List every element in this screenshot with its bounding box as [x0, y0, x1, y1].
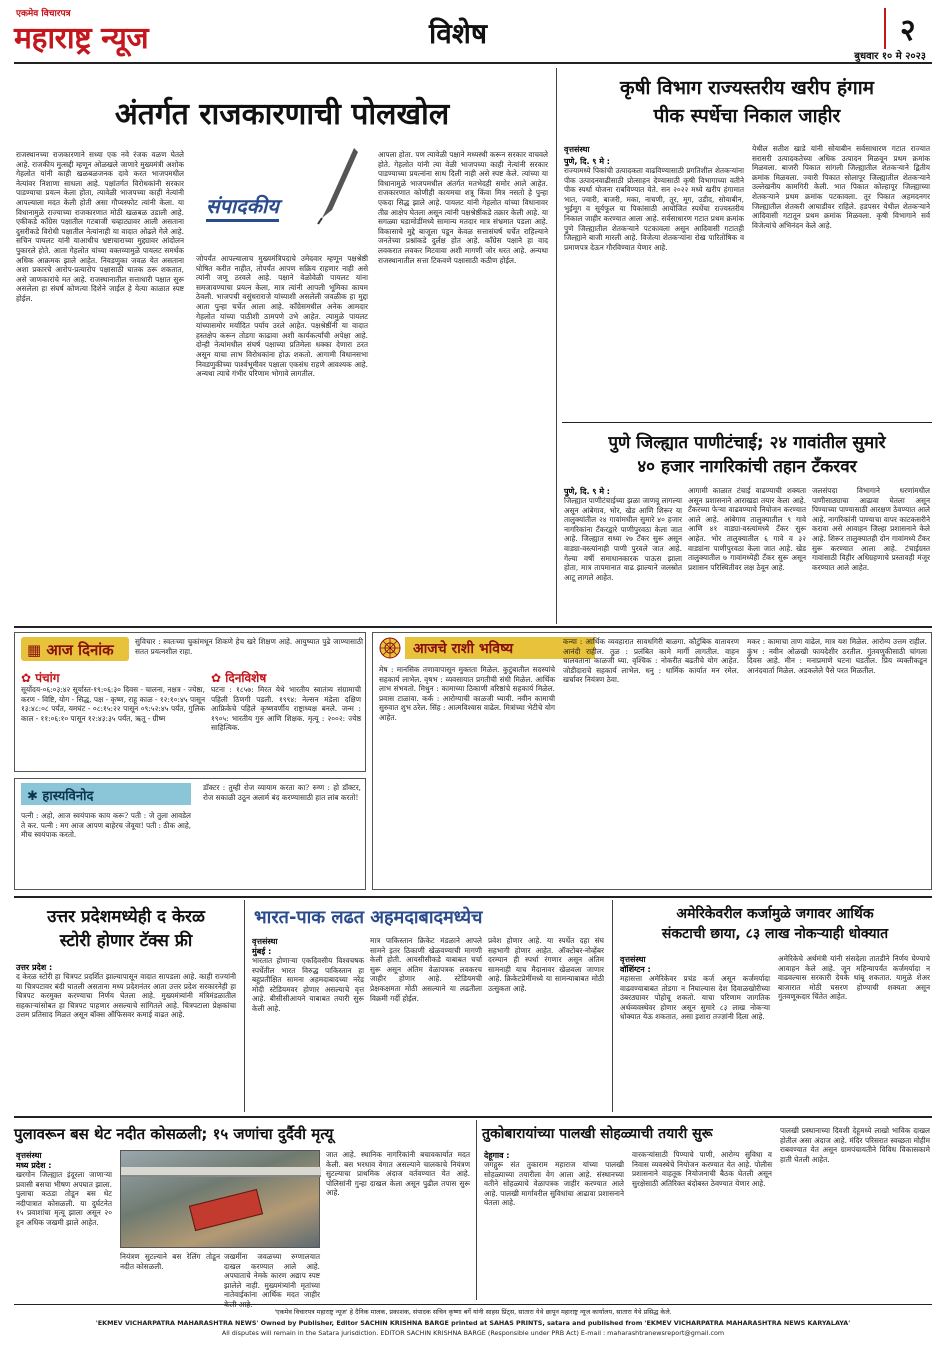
- krushi-column-2: येथील सतीश खाडे यांनी सोयाबीन सर्वसाधारण गटात राज्यात सरासरी उत्पादकतेच्या अधिक उत्पादन मिळवून प्रथम क्रमांक मिळवला. बाजरी पिकात सांगली जिल्ह्यातील शेतकऱ्याने द्वितीय क्रमांक मिळवला. ज्वारी पिकात सोलापूर जिल्ह्यातील शेतकऱ्याने उल्लेखनीय कामगिरी केली. भात पिकात कोल्हापूर जिल्ह्याच्या शेतकऱ्याने प्रथम क्रमांक पटकावला. तूर पिकात अहमदनगर जिल्ह्यातील शेतकरी आघाडीवर राहिले. हडपसर येथील शेतकऱ्याने आदिवासी गटातून प्रथम क्रमांक मिळवला. कृषी विभागाने सर्व विजेत्यांचे अभिनंदन केले आहे.: [752, 144, 930, 230]
- pune-water-column-1: जिल्ह्यात पाणीटंचाईच्या झळा जाणवू लागल्या असून आंबेगाव, भोर, खेड आणि शिरूर या तालुक्यांतील २४ गावांमधील सुमारे ४० हजार नागरिकांना टँकरद्वारे पाणीपुरवठा केला जात आहे. जिल्ह्यात सध्या २७ टँकर सुरू असून वाड्या-वस्त्यांनाही पाणी पुरवले जात आहे. गेल्या वर्षी समाधानकारक पाऊस झाला होता, मात्र तापमानात वाढ झाल्याने जलस्रोत आटू लागले आहेत.: [564, 496, 682, 582]
- kerala-headline-2[interactable]: स्टोरी होणार टॅक्स फ्री: [59, 931, 193, 951]
- panchang-label: [21, 669, 60, 686]
- pune-water-news: [562, 426, 932, 622]
- america-dateline: वॉशिंग्टन :: [620, 965, 651, 974]
- star-icon: ✱: [27, 789, 43, 804]
- masthead-tagline: एकमेव विचारपत्र: [16, 9, 71, 19]
- imprint-line-3: All disputes will remain in the Satara jurisdiction. EDITOR SACHIN KRISHNA BARGE (Responsible under PRB Act) E-mail : maharashtranewsreport@gmail.com: [221, 1329, 725, 1337]
- palkhi-column-3: पालखी प्रस्थानाच्या दिवशी देहूमध्ये लाखो भाविक दाखल होतील असा अंदाज आहे. मंदिर परिसरात स्वच्छता मोहीम राबवण्यात येत असून ग्रामपंचायतीने विविध विकासकामे हाती घेतली आहेत.: [780, 1126, 930, 1164]
- suvichar: सुविचार : स्वतःच्या चुकांमधून शिकणे हेच खरे शिक्षण आहे. आयुष्यात पुढे जाण्यासाठी सतत प्रयत्नशील राहा.: [135, 637, 363, 656]
- palkhi-headline[interactable]: तुकोबारायांच्या पालखी सोहळ्याची तयारी सुरू: [482, 1126, 713, 1142]
- imprint-footer: [14, 1308, 932, 1352]
- bus-column-3: जात आहे. स्थानिक नागरिकांनी बचावकार्यात मदत केली. बस भरधाव वेगात असल्याने चालकाचे नियंत्रण सुटल्याचा प्राथमिक अंदाज वर्तवण्यात येत आहे. पोलिसांनी गुन्हा दाखल केला असून पुढील तपास सुरू आहे.: [326, 1150, 470, 1198]
- rashi-box: [372, 632, 932, 890]
- editorial-column-2: जोपर्यंत आपल्यालाच मुख्यमंत्रिपदाचे उमेदवार म्हणून पक्षश्रेष्ठी घोषित करीत नाहीत, तोपर्यंत आपण सक्रिय राहणार नाही असे त्यांनी जणू ठरवले आहे. पक्षाने वेळोवेळी पायलट यांना समजावण्याचा प्रयत्न केला, मात्र त्यांनी आपली भूमिका कायम ठेवली. भाजपची वसुंधराराजे यांच्याशी असलेली जवळीक हा मुद्दा आता पुन्हा चर्चेत आला आहे. काँग्रेसमधील अनेक आमदार गेहलोत यांच्या पाठीशी ठामपणे उभे आहेत. त्यामुळे पायलट यांच्यासमोर मर्यादित पर्याय उरले आहेत. पक्षश्रेष्ठींनी या वादात हस्तक्षेप करून तोडगा काढावा अशी कार्यकर्त्यांची अपेक्षा आहे. दोन्ही नेत्यांमधील संघर्ष पक्षाच्या प्रतिमेला धक्का देणारा ठरत असून याचा लाभ विरोधकांना होऊ शकतो. आगामी विधानसभा निवडणुकीच्या पार्श्वभूमीवर पक्षाला एकसंध राहणे आवश्यक आहे. अन्यथा त्याचे गंभीर परिणाम भोगावे लागतील.: [196, 254, 368, 379]
- aaj-dinank-title-text: आज दिनांक: [46, 641, 114, 659]
- bus-column-1: खरगोन जिल्ह्यात इंदूरला जाणाऱ्या प्रवासी बसचा भीषण अपघात झाला. पुलाचा कठडा तोडून बस थेट नदीपात्रात कोसळली. या दुर्घटनेत १५ प्रवाशांचा मृत्यू झाला असून २० हून अधिक जखमी झाले आहेत.: [16, 1170, 112, 1227]
- section-title: विशेष: [429, 17, 488, 50]
- panchang-text: सूर्योदय-०६:०३:४२ सूर्यास्त-१९:०६:३० दिवस - चालना, नक्षत्र - ज्येष्ठा, करण - विष्टि, योग - सिद्ध, पक्ष - कृष्ण, राहू काळ - १२:१०:४५ पासून १३:४८:०८ पर्यंत, यमघंट - ०८:१५:२२ पासून ०९:५२:४५ पर्यंत, गुलिक काल - ११:०६:१० पासून १२:४३:३५ पर्यंत, ऋतू - ग्रीष्म: [21, 685, 205, 723]
- palkhi-column-1: जगद्गुरू संत तुकाराम महाराज यांच्या पालखी सोहळ्याच्या तयारीला वेग आला आहे. संस्थानच्या वतीने सोहळ्याचे वेळापत्रक जाहीर करण्यात आले आहे. पालखी मार्गावरील सुविधांचा आढावा प्रशासनाने घेतला आहे.: [484, 1160, 624, 1208]
- pune-water-column-3: जलसंपदा विभागाने धरणांमधील पाणीसाठ्याचा आढावा घेतला असून पिण्याच्या पाण्यासाठी आरक्षण ठेवण्यात आले आहे. नागरिकांनी पाण्याचा वापर काटकसरीने करावा असे आवाहन जिल्हा प्रशासनाने केले आहे. शिरूर तालुक्यातही दोन गावांमध्ये टँकर सुरू करण्यात आला आहे. टंचाईग्रस्त गावांसाठी विहीर अधिग्रहणाचे प्रस्तावही मंजूर करण्यात आले आहेत.: [812, 486, 930, 572]
- dinvishesh-text: घटना : १८५७: मिरत येथे भारतीय स्वातंत्र्य संग्रामाची पहिली ठिणगी पडली. १९९४: नेल्सन मंडेला दक्षिण आफ्रिकेचे पहिले कृष्णवर्णीय राष्ट्राध्यक्ष बनले. जन्म : १९०५: भारतीय गुरु आणि शिक्षक. मृत्यू : २००२: ज्येष्ठ साहित्यिक.: [211, 685, 361, 733]
- hasya-title-text: हास्यविनोद: [42, 789, 94, 804]
- editorial-column-1: राजस्थानच्या राजकारणाने सध्या एक नवे रंजक वळण घेतले आहे. राजकीय मुत्सद्दी म्हणून ओळखले जाणारे मुख्यमंत्री अशोक गेहलोत यांनी काही खळबळजनक दावे करत भाजपमधील नेत्यांवर निशाणा साधला आहे. पक्षांतर्गत विरोधकांनी सरकार पाडण्याचा प्रयत्न केला होता, त्यावेळी भाजपच्या काही नेत्यांनी आपल्याला मदत केली होती असा गौप्यस्फोट त्यांनी केला. या विधानामुळे राज्याच्या राजकारणात मोठी खळबळ उडाली आहे. एकीकडे काँग्रेस पक्षातील गटबाजी चव्हाट्यावर आली असताना दुसरीकडे विरोधी पक्षातील नेत्यांनाही या वादात ओढले गेले आहे. सचिन पायलट यांनी याआधीच भ्रष्टाचाराच्या मुद्द्यावर आंदोलन पुकारले होते. आता गेहलोत यांच्या वक्तव्यामुळे पायलट समर्थक अधिक आक्रमक झाले आहेत. निवडणुका जवळ येत असताना अशा प्रकारचे आरोप-प्रत्यारोप पक्षासाठी घातक ठरू शकतात, असे जाणकारांचे मत आहे. राजस्थानातील सत्ताधारी पक्षात सुरू असलेला हा संघर्ष कोणत्या दिशेने जाईल हे येत्या काळात स्पष्ट होईल.: [16, 150, 184, 303]
- palkhi-column-2: वारकऱ्यांसाठी पिण्याचे पाणी, आरोग्य सुविधा व निवास व्यवस्थेचे नियोजन करण्यात येत आहे. पोलीस प्रशासनाने वाहतूक नियोजनाची बैठक घेतली असून सुरक्षेसाठी अतिरिक्त बंदोबस्त ठेवण्यात येणार आहे.: [632, 1150, 772, 1188]
- krushi-news: [562, 68, 932, 418]
- rashi-column-3: मकर : कामाचा ताण वाढेल, मात्र यश मिळेल. आरोग्य उत्तम राहील. कुंभ : नवीन ओळखी फायदेशीर ठरतील. गुंतवणुकीसाठी चांगला दिवस आहे. मीन : मनाप्रमाणे घटना घडतील. प्रिय व्यक्तीकडून आनंदवार्ता मिळेल. अडकलेले पैसे परत मिळतील.: [747, 637, 927, 675]
- bus-accident-photo: [120, 1150, 320, 1248]
- krushi-dateline: पुणे, दि. ९ मे :: [564, 157, 611, 166]
- editorial-badge: [196, 146, 368, 250]
- pune-water-dateline: पुणे, दि. ९ मे :: [564, 487, 611, 496]
- cricket-source: वृत्तसंस्था: [252, 937, 278, 946]
- cricket-dateline: मुंबई :: [252, 947, 272, 956]
- masthead: [14, 4, 932, 62]
- america-headline-2[interactable]: संकटाची छाया, ८३ लाख नोकऱ्याही धोक्यात: [661, 926, 889, 942]
- bridge-icon: [121, 1167, 321, 1177]
- palkhi-news: [482, 1120, 932, 1300]
- cricket-column-3: प्रवेश होणार आहे. या स्पर्धेत दहा संघ सहभागी होणार आहेत. ऑक्टोबर-नोव्हेंबर दरम्यान ही स्पर्धा रंगणार असून अंतिम सामनाही याच मैदानावर खेळवला जाणार आहे. क्रिकेटप्रेमींमध्ये या सामन्याबाबत मोठी उत्सुकता आहे.: [488, 936, 604, 993]
- pune-water-column-2: आगामी काळात टंचाई वाढण्याची शक्यता असून प्रशासनाने आराखडा तयार केला आहे. टँकरच्या फेऱ्या वाढवण्याचे नियोजन करण्यात आले आहे. आंबेगाव तालुक्यातील ९ गावे आणि ४१ वाड्या-वस्त्यांमध्ये टँकर सुरू आहेत. भोर तालुक्यातील ६ गावे व ३२ वाड्यांना पाणीपुरवठा केला जात आहे. खेड तालुक्यातील ७ गावांमध्येही टँकर सुरू असून प्रशासन परिस्थितीवर लक्ष ठेवून आहे.: [688, 486, 806, 572]
- bus-icon: [189, 1189, 263, 1231]
- bus-source: वृत्तसंस्था: [16, 1151, 42, 1160]
- krushi-source: वृत्तसंस्था: [564, 145, 590, 154]
- flower-icon: ✿: [21, 671, 36, 685]
- imprint-line-2: 'EKMEV VICHARPATRA MAHARASHTRA NEWS' Owned by Publisher, Editor SACHIN KRISHNA BARGE printed at SAHAS PRINTS, satara and published from 'EKMEV VICHARPATRA MAHARASHTRA NEWS KARYALAYA': [95, 1319, 851, 1327]
- bus-headline[interactable]: पुलावरून बस थेट नदीत कोसळली; १५ जणांचा दुर्दैवी मृत्यू: [14, 1125, 334, 1143]
- bus-accident-news: [14, 1120, 472, 1300]
- america-source: वृत्तसंस्था: [620, 955, 646, 964]
- rashi-title: आजचे राशी भविष्य: [405, 637, 595, 659]
- kerala-body: द केरळ स्टोरी हा चित्रपट प्रदर्शित झाल्यापासून वादात सापडला आहे. काही राज्यांनी या चित्रपटावर बंदी घातली असताना मध्य प्रदेशनंतर आता उत्तर प्रदेश सरकारनेही हा चित्रपट करमुक्त करण्याचा निर्णय घेतला आहे. मुख्यमंत्र्यांनी मंत्रिमंडळातील सहकाऱ्यांसोबत हा चित्रपट पाहणार असल्याचे सांगितले आहे. चित्रपटाला प्रेक्षकांचा उत्तम प्रतिसाद मिळत असून बॉक्स ऑफिसवर कमाई वाढत आहे.: [16, 972, 236, 1020]
- krushi-headline-1[interactable]: कृषी विभाग राज्यस्तरीय खरीप हंगाम: [619, 77, 875, 99]
- joke-1: पत्नी : अहो, आज स्वयंपाक काय करू? पती : जे तुला आवडेल ते कर. पत्नी : मग आज आपण बाहेरच जेवूया! पती : ठीक आहे, मीच स्वयंपाक करतो.: [21, 811, 192, 840]
- palkhi-dateline: देहूगाव :: [484, 1151, 510, 1160]
- krushi-column-1: राज्यामध्ये पिकांची उत्पादकता वाढविण्यासाठी प्रगतिशील शेतकऱ्यांना पीक उत्पादनवाढीसाठी प्रोत्साहन देण्यासाठी कृषी विभागाच्या वतीने पीक स्पर्धा योजना राबविण्यात येते. सन २०२२ मध्ये खरीप हंगामात भात, ज्वारी, बाजरी, मका, नाचणी, तूर, मूग, उडीद, सोयाबीन, भुईमूग व सूर्यफूल या पिकांसाठी आयोजित स्पर्धेचा राज्यस्तरीय निकाल जाहीर करण्यात आला आहे. सर्वसाधारण गटात प्रथम क्रमांक पुणे जिल्ह्यातील शेतकऱ्याने पटकावला असून आदिवासी गटातही जिल्ह्याने बाजी मारली आहे. विजेत्या शेतकऱ्यांना रोख पारितोषिक व प्रमाणपत्र देऊन गौरविण्यात येणार आहे.: [564, 166, 744, 252]
- rashi-column-2: कन्या : आर्थिक व्यवहारात सावधगिरी बाळगा. कौटुंबिक वातावरण आनंदी राहील. तुळ : प्रलंबित कामे मार्गी लागतील. वाहन चालवताना काळजी घ्या. वृश्चिक : नोकरीत बढतीचे योग आहेत. जोडीदाराचे सहकार्य लाभेल. धनु : धार्मिक कार्यात मन रमेल. खर्चावर नियंत्रण ठेवा.: [563, 637, 739, 685]
- panchang-label-text: पंचांग: [35, 671, 60, 685]
- america-column-1: महासत्ता अमेरिकेवर प्रचंड कर्ज असून कर्जमर्यादा वाढवण्याबाबत तोडगा न निघाल्यास देश दिवाळखोरीच्या उंबरठ्यावर पोहोचू शकतो. याचा परिणाम जागतिक अर्थव्यवस्थेवर होणार असून सुमारे ८३ लाख नोकऱ्या धोक्यात येऊ शकतात, असा इशारा तज्ज्ञांनी दिला आहे.: [620, 974, 770, 1022]
- krushi-headline-2[interactable]: पीक स्पर्धेचा निकाल जाहीर: [653, 105, 841, 127]
- editorial-headline[interactable]: अंतर्गत राजकारणाची पोलखोल: [114, 97, 450, 132]
- kerala-headline-1[interactable]: उत्तर प्रदेशमध्येही द केरळ: [47, 907, 205, 927]
- kerala-dateline: उत्तर प्रदेश :: [16, 963, 53, 972]
- pen-icon: [314, 146, 358, 226]
- bus-dateline: मध्य प्रदेश :: [16, 1161, 52, 1170]
- masthead-brand[interactable]: महाराष्ट्र न्यूज: [14, 21, 149, 56]
- hasya-title: [21, 783, 191, 805]
- aaj-dinank-title: [21, 637, 129, 661]
- joke-2: डॉक्टर : तुम्ही रोज व्यायाम करता का? रुग्ण : हो डॉक्टर, रोज सकाळी उठून अलार्म बंद करण्यासाठी हात लांब करतो!: [203, 783, 361, 802]
- pune-water-headline-1[interactable]: पुणे जिल्ह्यात पाणीटंचाई; २४ गावांतील सुमारे: [608, 433, 886, 453]
- cricket-column-2: मात्र पाकिस्तान क्रिकेट मंडळाने आपले सामने इतर ठिकाणी खेळवण्याची मागणी केली होती. आयसीसीकडे याबाबत चर्चा सुरू असून अंतिम वेळापत्रक लवकरच जाहीर होणार आहे. स्टेडियमची प्रेक्षकक्षमता मोठी असल्याने या लढतीला विक्रमी गर्दी होईल.: [370, 936, 482, 1003]
- flower-icon: ✿: [211, 671, 226, 685]
- imprint-line-1: 'एकमेव विचारपत्र महाराष्ट्र न्यूज' हे दैनिक मालक, प्रकाशक, संपादक सचिन कृष्णा बर्गे यांनी साहस प्रिंट्स, सातारा येथे छापून महाराष्ट्र न्यूज कार्यालय, सातारा येथे प्रसिद्ध केले.: [274, 1308, 672, 1316]
- pune-water-headline-2[interactable]: ४० हजार नागरिकांची तहान टँकरवर: [637, 457, 857, 477]
- kerala-story-news: [14, 900, 238, 1112]
- dinvishesh-label-text: दिनविशेष: [225, 671, 267, 685]
- rashi-column-1: मेष : मानसिक तणावापासून मुक्तता मिळेल. कुटुंबातील सदस्यांचे सहकार्य लाभेल. वृषभ : व्यवसायात प्रगतीची संधी मिळेल. आर्थिक लाभ संभवतो. मिथुन : कामाच्या ठिकाणी वरिष्ठांचे सहकार्य मिळेल. प्रवास टाळावा. कर्क : आरोग्याची काळजी घ्यावी. नवीन कामाची सुरुवात शुभ ठरेल. सिंह : आत्मविश्वास वाढेल. मित्रांच्या भेटीचे योग आहेत.: [379, 665, 555, 722]
- calendar-icon: ▦: [27, 641, 47, 659]
- issue-date: बुधवार १० मे २०२३: [854, 51, 926, 62]
- america-headline-1[interactable]: अमेरिकेवरील कर्जामुळे जगावर आर्थिक: [676, 906, 874, 922]
- page-number: २: [884, 8, 916, 49]
- dinvishesh-label: [211, 669, 266, 686]
- editorial-column-3: आपला होता. पण त्यावेळी पक्षाने मध्यस्थी करून सरकार वाचवले होते. गेहलोत यांनी त्या वेळी भाजपच्या काही नेत्यांनी सरकार पाडण्याच्या प्रयत्नांना साथ दिली नाही असे स्पष्ट केले. त्यांच्या या विधानामुळे भाजपमधील अंतर्गत मतभेदही समोर आले आहेत. राजकारणात कोणीही कायमचा शत्रू किंवा मित्र नसतो हे पुन्हा एकदा सिद्ध झाले आहे. पायलट यांनी गेहलोत यांच्या विधानावर तीव्र आक्षेप घेतला असून त्यांनी पक्षश्रेष्ठींकडे तक्रार केली आहे. या सगळ्या घडामोडींमध्ये सामान्य मतदार मात्र संभ्रमात पडला आहे. विकासाचे मुद्दे बाजूला पडून केवळ सत्तासंघर्ष चर्चेत राहिल्याने जनतेच्या प्रश्नांकडे दुर्लक्ष होत आहे. काँग्रेस पक्षाने हा वाद लवकरात लवकर मिटवावा अशी मागणी जोर धरत आहे. अन्यथा राजस्थानातील सत्ता टिकवणे पक्षासाठी कठीण होईल.: [378, 150, 548, 265]
- zodiac-wheel-icon: [379, 637, 401, 659]
- bus-photo-caption: नियंत्रण सुटल्याने बस रेलिंग तोडून नदीत कोसळली.: [120, 1252, 220, 1271]
- editorial-section: [14, 68, 550, 624]
- cricket-news: [250, 900, 606, 1112]
- bus-column-2: जखमींना जवळच्या रुग्णालयात दाखल करण्यात आले आहे. अपघाताचे नेमके कारण अद्याप स्पष्ट झालेले नाही. मुख्यमंत्र्यांनी मृतांच्या नातेवाईकांना आर्थिक मदत जाहीर: [224, 1252, 320, 1300]
- hasya-box: [14, 778, 366, 890]
- america-debt-news: [618, 900, 932, 1112]
- cricket-headline[interactable]: भारत-पाक लढत अहमदाबादमध्येच: [254, 907, 483, 928]
- editorial-badge-label: संपादकीय: [206, 192, 279, 222]
- aaj-dinank-box: [14, 632, 366, 772]
- america-column-2: अमेरिकेचे अर्थमंत्री यांनी संसदेला तातडीने निर्णय घेण्याचे आवाहन केले आहे. जून महिन्यापर्यंत कर्जमर्यादा न वाढवल्यास सरकारी देयके थांबू शकतात. यामुळे शेअर बाजारात मोठी घसरण होण्याची शक्यता असून गुंतवणूकदार चिंतेत आहेत.: [778, 954, 930, 1002]
- cricket-column-1: भारतात होणाऱ्या एकदिवसीय विश्वचषक स्पर्धेतील भारत विरुद्ध पाकिस्तान हा बहुप्रतीक्षित सामना अहमदाबादच्या नरेंद्र मोदी स्टेडियमवर होणार असल्याचे वृत्त आहे. बीसीसीआयने याबाबत तयारी सुरू केली आहे.: [252, 956, 364, 1013]
